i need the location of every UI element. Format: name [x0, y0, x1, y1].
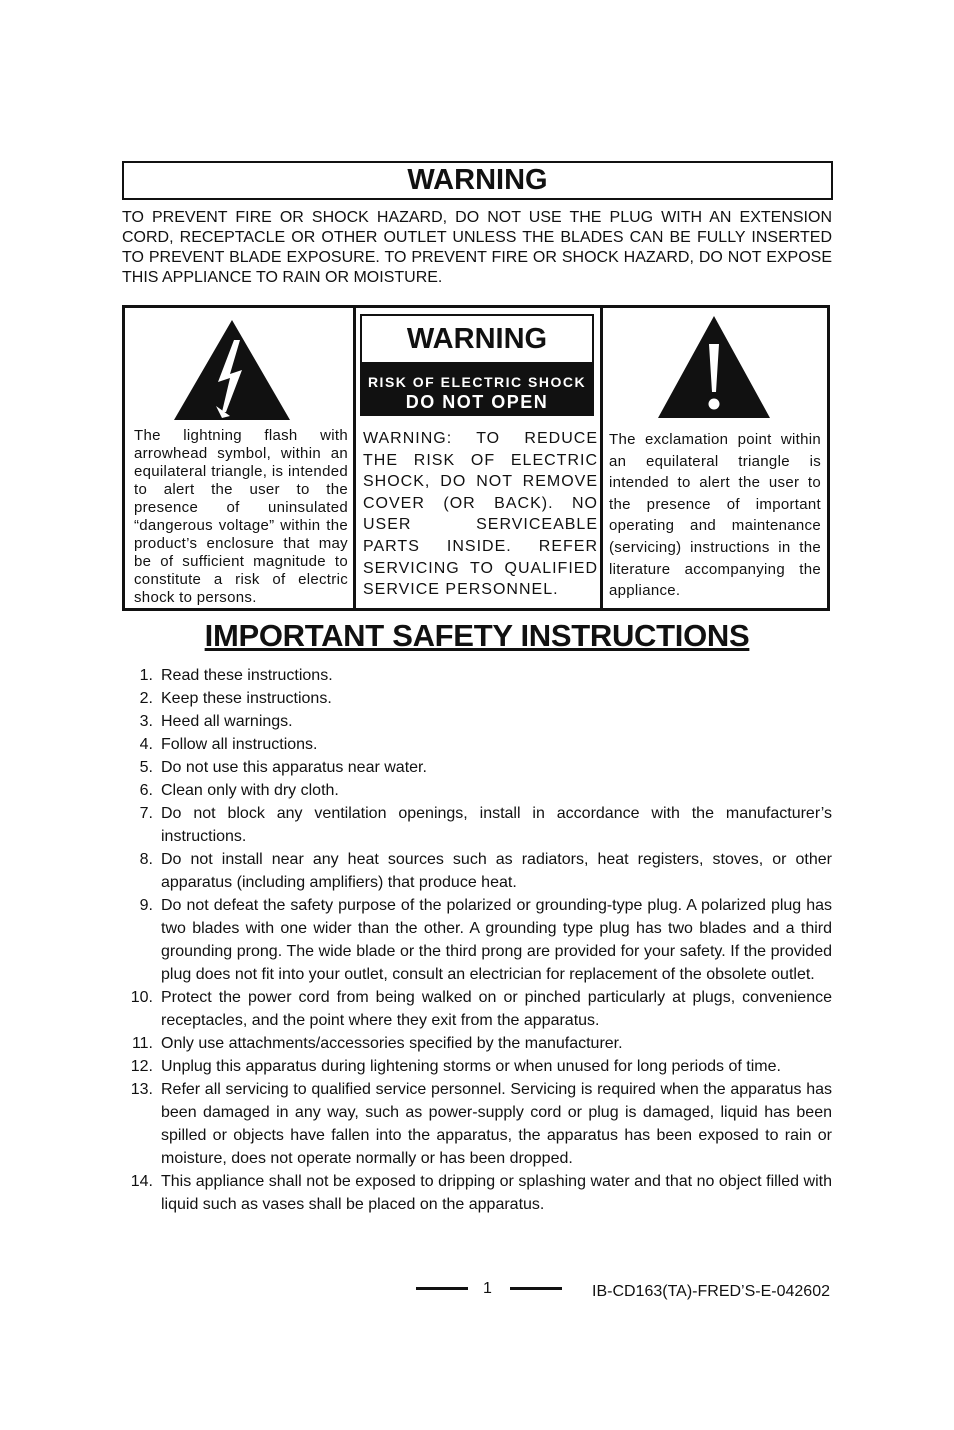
- instruction-text: Do not install near any heat sources such as radiators, heat registers, stoves, or other apparatus (including amplifiers) that produce heat.: [161, 851, 832, 891]
- instruction-number: 4.: [139, 736, 153, 753]
- instruction-item: [122, 779, 832, 802]
- warning-header: WARNING: [122, 161, 833, 200]
- lightning-description: The lightning flash with arrowhead symbol, within an equilateral triangle, is intended to alert the user to the presence of uninsulated “dangerous voltage” within the product’s enclosure that may be of sufficient magnitude to constitute a risk of electric shock to persons.: [134, 427, 348, 606]
- instruction-number: 13.: [130, 1081, 153, 1098]
- center-warning-band: [362, 362, 592, 414]
- footer-rule-left: [416, 1287, 468, 1290]
- instruction-text: Unplug this apparatus during lightening storms or when unused for long periods of time.: [161, 1058, 781, 1075]
- instruction-number: 5.: [139, 759, 153, 776]
- instruction-number: 6.: [139, 782, 153, 799]
- instruction-item: [122, 894, 832, 986]
- instruction-item: [122, 710, 832, 733]
- instruction-text: Read these instructions.: [161, 667, 333, 684]
- warning-panel: [122, 305, 830, 611]
- instruction-text: Clean only with dry cloth.: [161, 782, 339, 799]
- footer-rule-right: [510, 1287, 562, 1290]
- instruction-number: 10.: [130, 989, 153, 1006]
- instruction-number: 9.: [139, 897, 153, 914]
- center-warning-cell: [356, 308, 603, 608]
- safety-instructions-heading: IMPORTANT SAFETY INSTRUCTIONS: [204, 618, 750, 653]
- exclamation-triangle-icon: [656, 314, 772, 420]
- center-warning-label: [360, 314, 594, 416]
- instruction-number: 2.: [139, 690, 153, 707]
- center-warning-subtitle: RISK OF ELECTRIC SHOCK: [367, 374, 587, 390]
- instruction-number: 8.: [139, 851, 153, 868]
- instruction-item: [122, 733, 832, 756]
- intro-warning-text: TO PREVENT FIRE OR SHOCK HAZARD, DO NOT USE THE PLUG WITH AN EXTENSION CORD, RECEPTACLE OR OTHER OUTLET UNLESS THE BLADES CAN BE FULLY INSERTED TO PREVENT BLADE EXPOSURE. TO PREVENT FIRE OR SHOCK HAZARD, DO NOT EXPOSE THIS APPLIANCE TO RAIN OR MOISTURE.: [122, 209, 832, 286]
- page-number: 1: [483, 1280, 492, 1297]
- instruction-item: [122, 1032, 832, 1055]
- instruction-item: [122, 986, 832, 1032]
- instruction-number: 7.: [139, 805, 153, 822]
- instruction-text: Protect the power cord from being walked on or pinched particularly at plugs, convenience receptacles, and the point where they exit from the apparatus.: [161, 989, 832, 1029]
- document-code: IB-CD163(TA)-FRED’S-E-042602: [592, 1283, 830, 1300]
- instruction-item: [122, 1055, 832, 1078]
- instruction-item: [122, 1170, 832, 1216]
- instruction-text: Refer all servicing to qualified service personnel. Servicing is required when the apparatus has been damaged in any way, such as power-supply cord or plug is damaged, liquid has been spilled or objects have fallen into the apparatus, the apparatus has been exposed to rain or moisture, does not operate normally or has been dropped.: [161, 1081, 832, 1167]
- center-warning-subtitle2: DO NOT OPEN: [405, 392, 549, 412]
- instruction-number: 1.: [139, 667, 153, 684]
- center-warning-text: WARNING: TO REDUCE THE RISK OF ELECTRIC SHOCK, DO NOT REMOVE COVER (OR BACK). NO USER SERVICEABLE PARTS INSIDE. REFER SERVICING TO QUALIFIED SERVICE PERSONNEL.: [363, 430, 598, 599]
- exclamation-cell: [603, 308, 827, 608]
- instruction-item: [122, 848, 832, 894]
- instruction-text: Heed all warnings.: [161, 713, 293, 730]
- instruction-item: [122, 756, 832, 779]
- lightning-triangle-icon: [172, 318, 292, 422]
- instruction-text: Only use attachments/accessories specified by the manufacturer.: [161, 1035, 623, 1052]
- instruction-text: Do not use this apparatus near water.: [161, 759, 427, 776]
- lightning-cell: [125, 308, 356, 608]
- instruction-number: 11.: [131, 1035, 153, 1052]
- instruction-item: [122, 1078, 832, 1170]
- instruction-text: This appliance shall not be exposed to dripping or splashing water and that no object filled with liquid such as vases shall be placed on the apparatus.: [161, 1173, 832, 1213]
- instruction-item: [122, 664, 832, 687]
- exclamation-description: The exclamation point within an equilateral triangle is intended to alert the user to the presence of important operating and maintenance (servicing) instructions in the literature accompanying the appliance.: [609, 431, 821, 600]
- center-warning-title: WARNING: [406, 323, 548, 355]
- instruction-number: 3.: [139, 713, 153, 730]
- instruction-item: [122, 687, 832, 710]
- safety-instructions-list: [122, 664, 832, 1216]
- instruction-text: Do not block any ventilation openings, install in accordance with the manufacturer’s instructions.: [161, 805, 832, 845]
- instruction-text: Do not defeat the safety purpose of the polarized or grounding-type plug. A polarized plug has two blades with one wider than the other. A grounding type plug has two blades and a third grounding prong. The wide blade or the third prong are provided for your safety. If the provided plug does not fit into your outlet, consult an electrician for replacement of the obsolete outlet.: [161, 897, 832, 983]
- instruction-item: [122, 802, 832, 848]
- instruction-text: Keep these instructions.: [161, 690, 332, 707]
- instruction-number: 14.: [130, 1173, 153, 1190]
- instruction-number: 12.: [130, 1058, 153, 1075]
- instruction-text: Follow all instructions.: [161, 736, 318, 753]
